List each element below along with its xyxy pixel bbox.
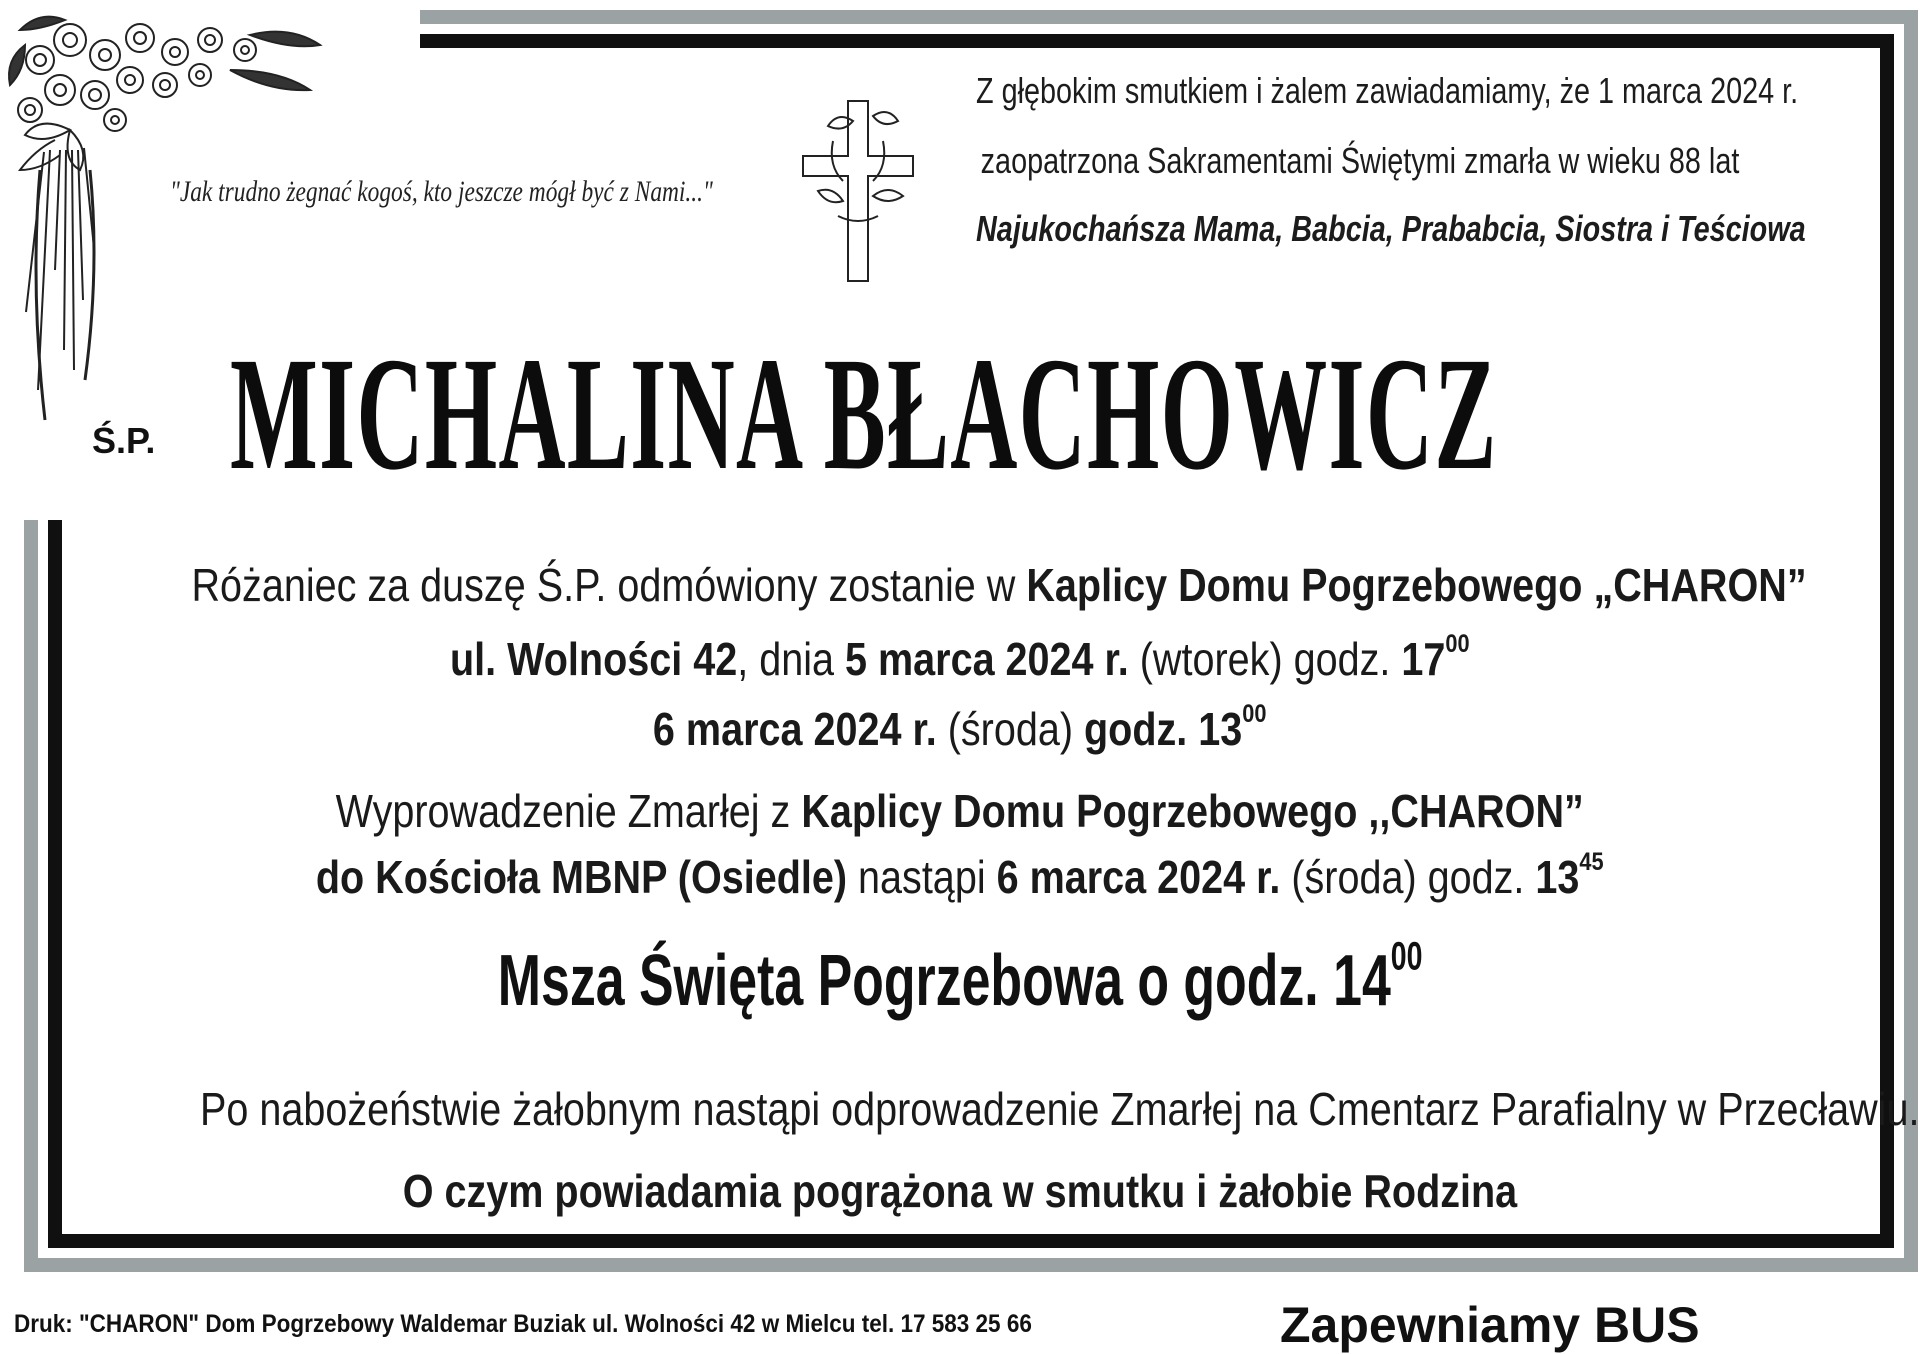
memorial-quote: "Jak trudno żegnać kogoś, kto jeszcze mógł być z Nami..." [170,175,713,208]
rosary-l3-a: 6 marca 2024 r. [653,703,937,755]
rosary-l2-hour: 17 [1401,633,1446,685]
rosary-l2-d: (wtorek) godz. [1128,633,1402,685]
bus-notice: Zapewniamy BUS [1280,1297,1700,1353]
rosary-l2-b: , dnia [737,633,846,685]
procession-line-2 [60,850,1860,904]
procession-l2-b: nastąpi [847,851,997,903]
procession-l2-a: do Kościoła MBNP (Osiedle) [316,851,848,903]
rosary-l1-b: Kaplicy Domu Pogrzebowego „CHARON” [1026,559,1807,611]
family-line [60,1164,1860,1218]
rosary-l2-min: 00 [1445,630,1470,659]
rosary-l3-b: (środa) [936,703,1085,755]
rosary-l3-c: godz. 13 [1084,703,1243,755]
procession-line-1 [60,784,1860,838]
cross-with-lilies-icon [788,96,928,286]
mass-text: Msza Święta Pogrzebowa o godz. 14 [497,941,1391,1021]
rosary-l2-c: 5 marca 2024 r. [845,633,1129,685]
burial-line [60,1082,1920,1136]
procession-l2-min: 45 [1579,848,1604,877]
announcement-line-3: Najukochańsza Mama, Babcia, Prababcia, Siostra i Teściowa [976,208,1806,249]
printer-info: Druk: "CHARON" Dom Pogrzebowy Waldemar Buziak ul. Wolności 42 w Mielcu tel. 17 583 25 66 [14,1310,1032,1338]
announcement-line-1: Z głębokim smutkiem i żalem zawiadamiamy, że 1 marca 2024 r. [976,70,1799,111]
name-prefix: Ś.P. [92,420,156,461]
mass-min: 00 [1390,934,1423,979]
procession-l2-c: 6 marca 2024 r. [996,851,1281,903]
deceased-name: MICHALINA BŁACHOWICZ [230,324,1498,504]
rosary-line-3 [60,702,1860,756]
rosary-line-1 [60,558,1860,612]
procession-l1-b: Kaplicy Domu Pogrzebowego ,,CHARON” [801,785,1585,837]
rosary-l1-a: Różaniec za duszę Ś.P. odmówiony zostanie w [191,559,1027,611]
procession-l2-hour: 13 [1535,851,1580,903]
rosary-line-2 [60,632,1860,686]
procession-l1-a: Wyprowadzenie Zmarłej z [335,785,802,837]
rosary-l2-a: ul. Wolności 42 [450,633,738,685]
burial-text: Po nabożeństwie żałobnym nastąpi odprowadzenie Zmarłej na Cmentarz Parafialny w Przecławiu. [199,1083,1920,1135]
procession-l2-d: (środa) godz. [1280,851,1536,903]
announcement-line-2: zaopatrzona Sakramentami Świętymi zmarła w wieku 88 lat [980,140,1740,181]
family-text: O czym powiadamia pogrążona w smutku i żałobie Rodzina [402,1165,1518,1217]
rosary-l3-min: 00 [1242,700,1267,729]
funeral-mass-line [60,934,1860,1022]
